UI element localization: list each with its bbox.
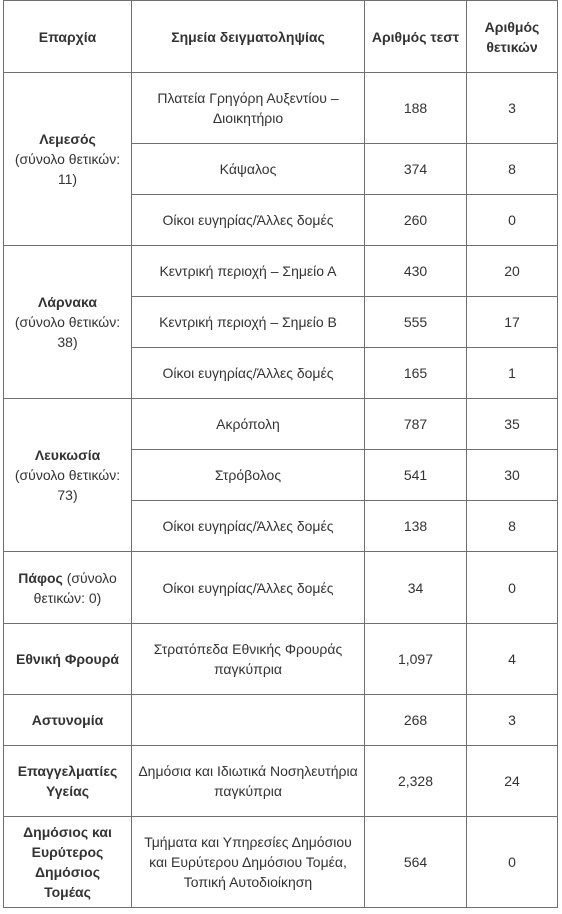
sampling-point: Στρόβολος — [132, 450, 365, 501]
header-positives: Αριθμός θετικών — [467, 1, 558, 73]
table-row — [4, 246, 558, 297]
region-cell-paphos — [4, 552, 132, 624]
tests-count: 138 — [365, 501, 467, 552]
region-cell-nicosia — [4, 399, 132, 552]
positives-count: 3 — [467, 695, 558, 746]
region-cell-health-professionals — [4, 746, 132, 817]
table-row — [4, 624, 558, 695]
positives-count: 8 — [467, 501, 558, 552]
sampling-point: Οίκοι ευγηρίας/Άλλες δομές — [132, 552, 365, 624]
region-name: Πάφος — [18, 569, 63, 586]
sampling-point: Κεντρική περιοχή – Σημείο Α — [132, 246, 365, 297]
table-header-row — [4, 1, 558, 73]
table-row — [4, 817, 558, 908]
table-row — [4, 399, 558, 450]
tests-count: 541 — [365, 450, 467, 501]
sampling-point: Κάψαλος — [132, 144, 365, 195]
positives-count: 8 — [467, 144, 558, 195]
sampling-point: Οίκοι ευγηρίας/Άλλες δομές — [132, 501, 365, 552]
tests-count: 374 — [365, 144, 467, 195]
positives-count: 1 — [467, 348, 558, 399]
positives-count: 35 — [467, 399, 558, 450]
sampling-point: Οίκοι ευγηρίας/Άλλες δομές — [132, 195, 365, 246]
tests-count: 787 — [365, 399, 467, 450]
table-row — [4, 552, 558, 624]
region-note: (σύνολο θετικών: 38) — [14, 314, 121, 350]
region-cell-limassol — [4, 73, 132, 246]
region-name: Δημόσιος και Ευρύτερος Δημόσιος Τομέας — [23, 824, 112, 900]
sampling-point: Πλατεία Γρηγόρη Αυξεντίου – Διοικητήριο — [132, 73, 365, 144]
region-note: (σύνολο θετικών: 73) — [14, 467, 121, 503]
tests-count: 555 — [365, 297, 467, 348]
region-name: Επαγγελματίες Υγείας — [17, 763, 118, 799]
tests-count: 268 — [365, 695, 467, 746]
positives-count: 30 — [467, 450, 558, 501]
table-row — [4, 73, 558, 144]
tests-count: 260 — [365, 195, 467, 246]
region-note: (σύνολο θετικών: 11) — [14, 151, 121, 187]
header-region: Επαρχία — [4, 1, 132, 73]
region-name: Λευκωσία — [34, 447, 101, 463]
positives-count: 0 — [467, 552, 558, 624]
testing-results-table — [3, 0, 558, 908]
region-name: Λεμεσός — [39, 131, 96, 147]
tests-count: 188 — [365, 73, 467, 144]
sampling-point: Δημόσια και Ιδιωτικά Νοσηλευτήρια παγκύπρια — [132, 746, 365, 817]
table-row — [4, 746, 558, 817]
region-cell-national-guard — [4, 624, 132, 695]
sampling-point: Στρατόπεδα Εθνικής Φρουράς παγκύπρια — [132, 624, 365, 695]
sampling-point: Ακρόπολη — [132, 399, 365, 450]
region-cell-public-sector — [4, 817, 132, 908]
positives-count: 24 — [467, 746, 558, 817]
tests-count: 430 — [365, 246, 467, 297]
positives-count: 0 — [467, 195, 558, 246]
tests-count: 564 — [365, 817, 467, 908]
region-name: Εθνική Φρουρά — [16, 651, 119, 667]
region-name: Αστυνομία — [31, 712, 104, 728]
positives-count: 17 — [467, 297, 558, 348]
sampling-point: Κεντρική περιοχή – Σημείο Β — [132, 297, 365, 348]
sampling-point: Τμήματα και Υπηρεσίες Δημόσιου και Ευρύτερου Δημόσιου Τομέα, Τοπική Αυτοδιοίκηση — [132, 817, 365, 908]
header-sampling-points: Σημεία δειγματοληψίας — [132, 1, 365, 73]
region-cell-larnaca — [4, 246, 132, 399]
positives-count: 3 — [467, 73, 558, 144]
tests-count: 1,097 — [365, 624, 467, 695]
tests-count: 34 — [365, 552, 467, 624]
region-note: (σύνολο θετικών: 0) — [33, 569, 117, 606]
region-cell-police — [4, 695, 132, 746]
positives-count: 20 — [467, 246, 558, 297]
table-row — [4, 695, 558, 746]
sampling-point — [132, 695, 365, 746]
positives-count: 0 — [467, 817, 558, 908]
tests-count: 165 — [365, 348, 467, 399]
tests-count: 2,328 — [365, 746, 467, 817]
region-name: Λάρνακα — [38, 294, 97, 310]
header-tests: Αριθμός τεστ — [365, 1, 467, 73]
sampling-point: Οίκοι ευγηρίας/Άλλες δομές — [132, 348, 365, 399]
positives-count: 4 — [467, 624, 558, 695]
